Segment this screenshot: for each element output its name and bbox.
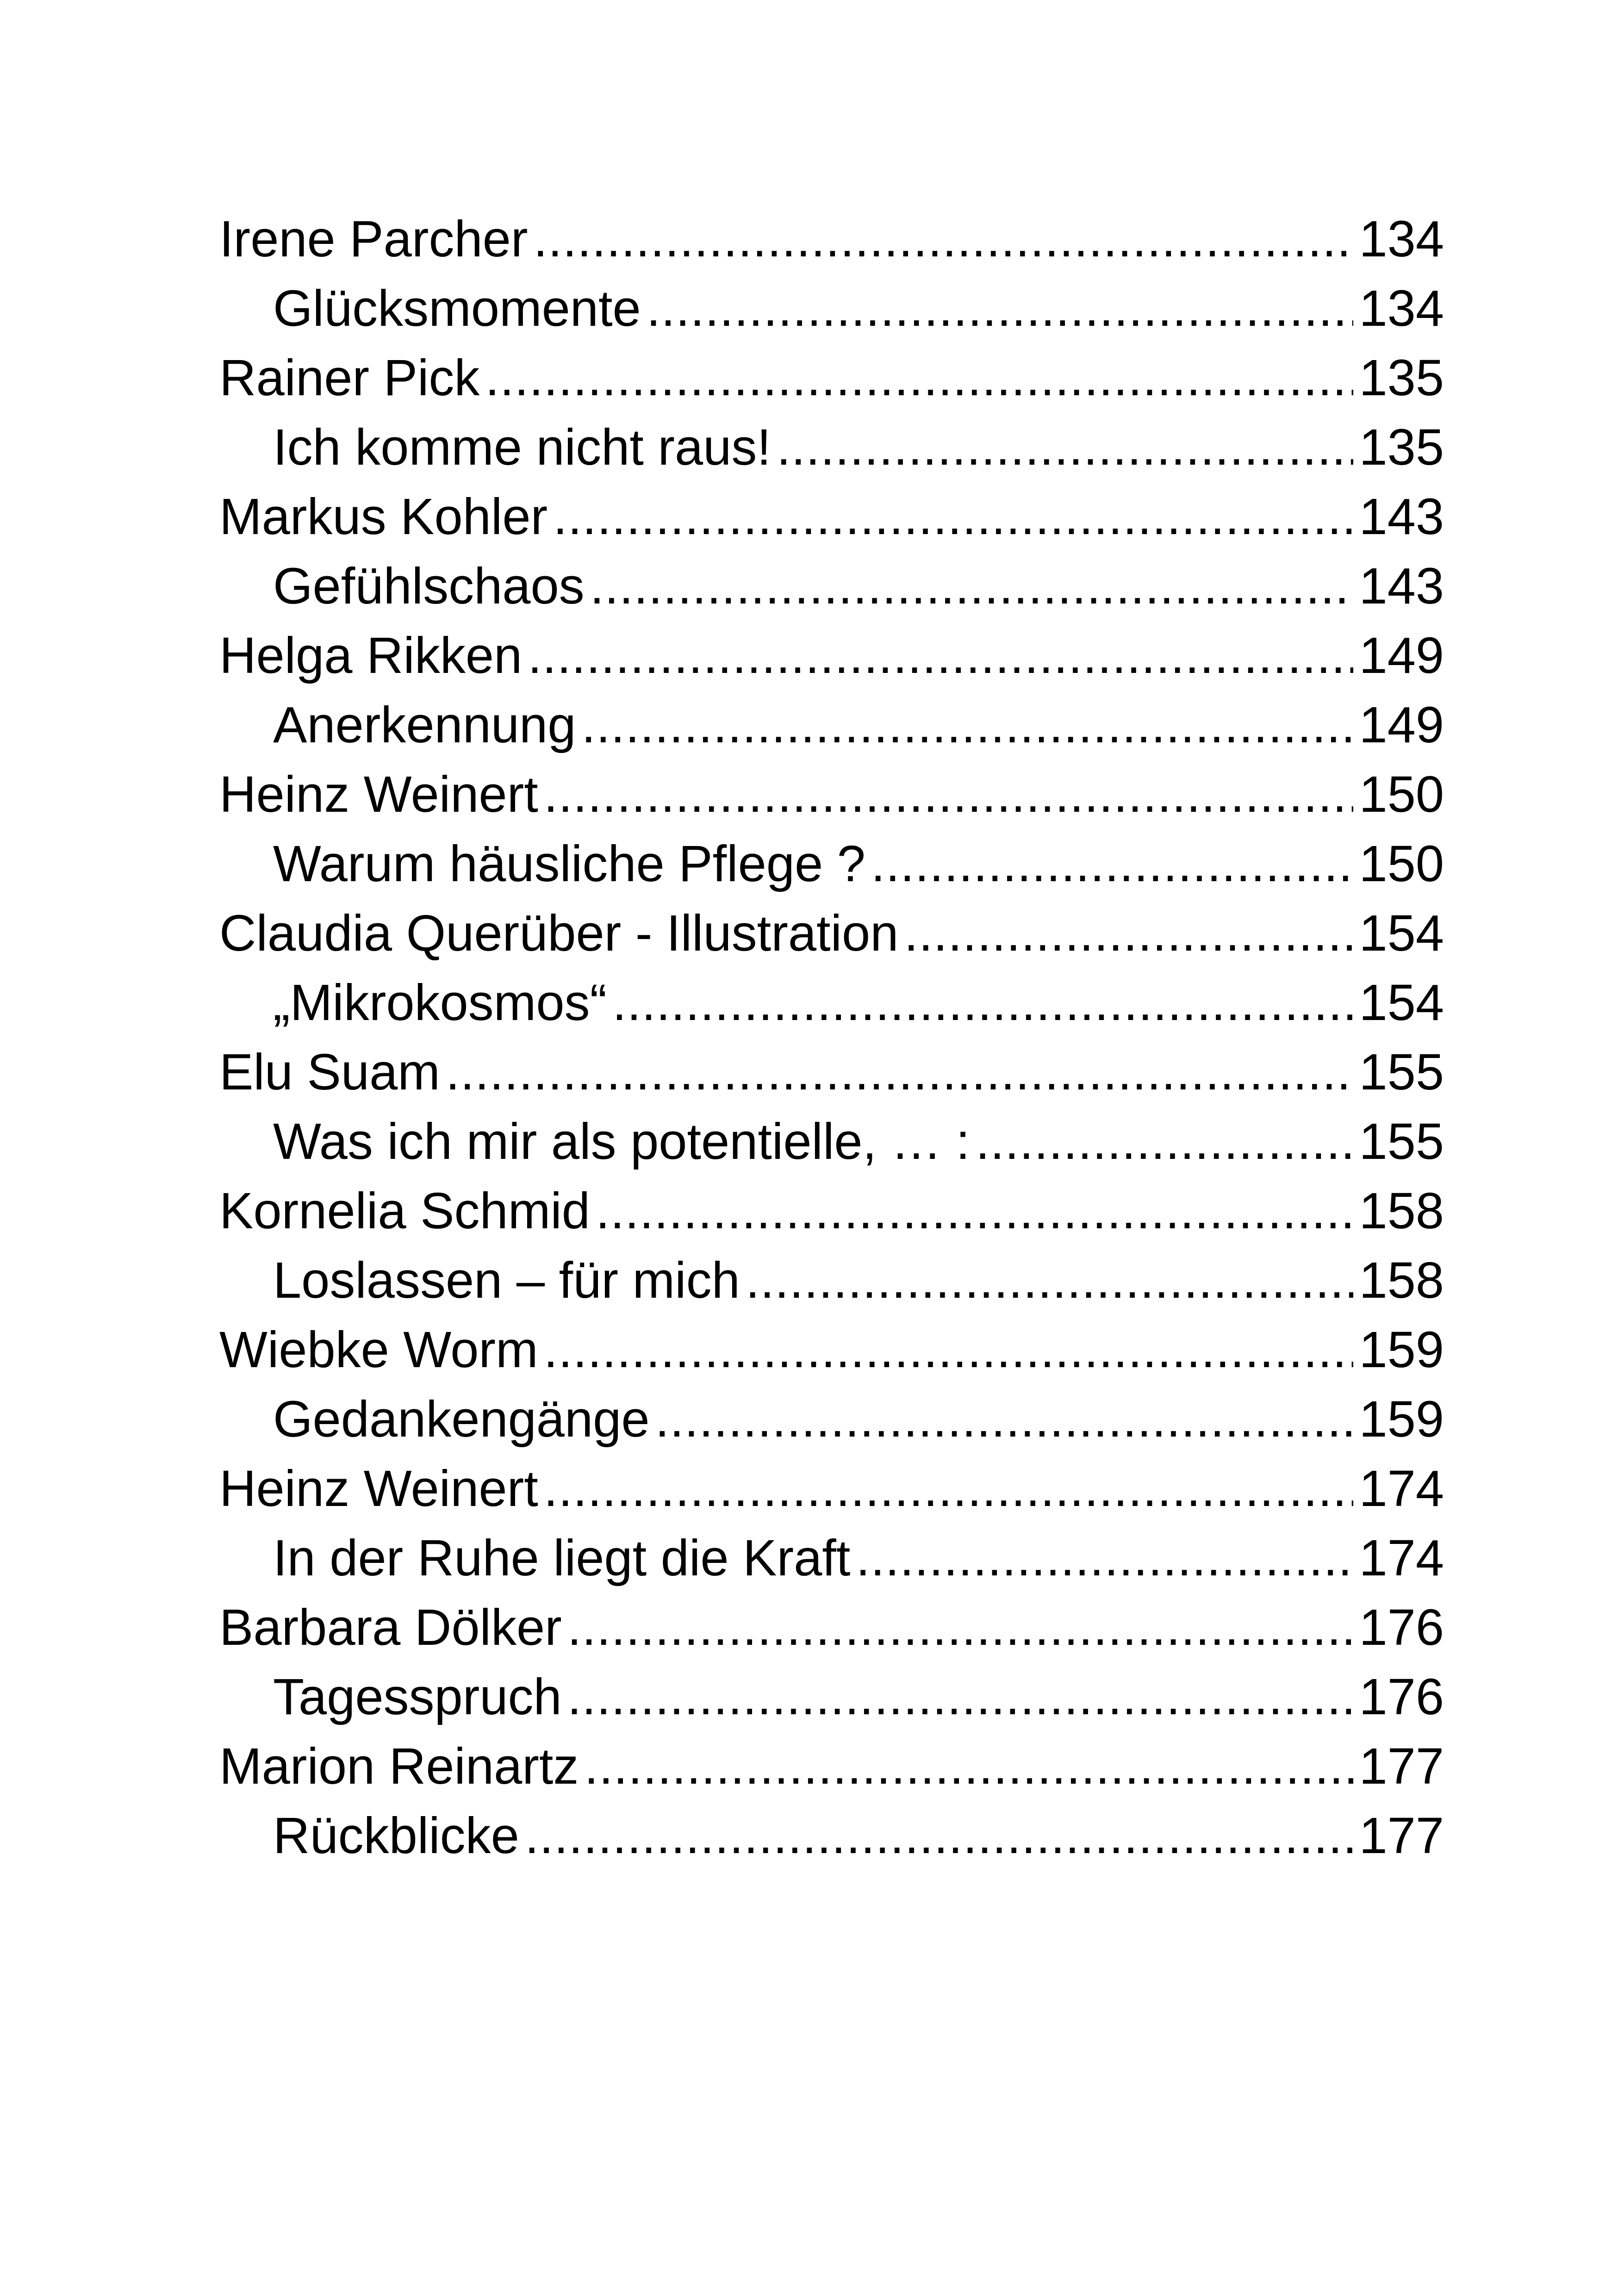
- toc-page-number: 143: [1359, 488, 1444, 545]
- toc-dot-leader: [584, 1732, 1353, 1801]
- toc-dot-leader: [612, 968, 1353, 1038]
- toc-page-number: 159: [1359, 1391, 1444, 1448]
- toc-entry-title: Rückblicke: [273, 1807, 519, 1864]
- toc-entry-author: [219, 899, 1444, 968]
- toc-entry-author: [219, 760, 1444, 829]
- toc-page-number: 134: [1359, 211, 1444, 268]
- toc-dot-leader: [553, 482, 1353, 552]
- toc-page-number: 154: [1359, 905, 1444, 962]
- toc-dot-leader: [871, 829, 1354, 899]
- toc-page-number: 135: [1359, 419, 1444, 476]
- toc-entry-work: [219, 1662, 1444, 1732]
- toc-entry-author: [219, 1732, 1444, 1801]
- toc-entry-work: [219, 274, 1444, 343]
- toc-dot-leader: [544, 1454, 1354, 1524]
- toc-entry-title: Marion Reinartz: [219, 1738, 579, 1795]
- toc-entry-author: [219, 205, 1444, 274]
- toc-entry-work: [219, 1524, 1444, 1593]
- toc-entry-title: Gedankengänge: [273, 1391, 650, 1448]
- toc-dot-leader: [528, 621, 1353, 691]
- toc-dot-leader: [655, 1385, 1354, 1454]
- toc-entry-title: Elu Suam: [219, 1044, 440, 1101]
- toc-page-number: 150: [1359, 766, 1444, 823]
- toc-entry-author: [219, 1176, 1444, 1246]
- toc-entry-title: Kornelia Schmid: [219, 1182, 590, 1239]
- toc-entry-title: „Mikrokosmos“: [273, 974, 607, 1031]
- toc-dot-leader: [647, 274, 1354, 343]
- toc-dot-leader: [856, 1524, 1353, 1593]
- toc-entry-title: Anerkennung: [273, 697, 576, 753]
- toc-dot-leader: [596, 1176, 1354, 1246]
- toc-entry-title: Warum häusliche Pflege ?: [273, 835, 865, 892]
- toc-page-number: 135: [1359, 349, 1444, 406]
- toc-page-number: 176: [1359, 1668, 1444, 1725]
- toc-page-number: 159: [1359, 1321, 1444, 1378]
- toc-page-number: 174: [1359, 1530, 1444, 1587]
- toc-entry-title: Markus Kohler: [219, 488, 548, 545]
- toc-entry-title: Gefühlschaos: [273, 558, 585, 615]
- toc-dot-leader: [746, 1246, 1354, 1315]
- toc-page-number: 134: [1359, 280, 1444, 337]
- toc-entry-work: [219, 1385, 1444, 1454]
- toc-dot-leader: [567, 1662, 1354, 1732]
- toc-entry-author: [219, 1038, 1444, 1107]
- toc-entry-title: Barbara Dölker: [219, 1599, 562, 1656]
- toc-entry-author: [219, 1593, 1444, 1662]
- toc-dot-leader: [544, 1315, 1354, 1385]
- toc-dot-leader: [581, 691, 1353, 760]
- toc-dot-leader: [777, 413, 1354, 482]
- toc-entry-work: [219, 1246, 1444, 1315]
- toc-dot-leader: [485, 343, 1353, 413]
- toc-entry-title: Rainer Pick: [219, 349, 480, 406]
- toc-entry-title: In der Ruhe liegt die Kraft: [273, 1530, 851, 1587]
- toc-dot-leader: [446, 1038, 1354, 1107]
- toc-page-number: 155: [1359, 1113, 1444, 1170]
- toc-page-number: 143: [1359, 558, 1444, 615]
- toc-entry-title: Claudia Querüber - Illustration: [219, 905, 899, 962]
- toc-page-number: 177: [1359, 1807, 1444, 1864]
- toc-entry-work: [219, 968, 1444, 1038]
- toc-entry-work: [219, 413, 1444, 482]
- toc-entry-title: Wiebke Worm: [219, 1321, 538, 1378]
- toc-entry-title: Irene Parcher: [219, 211, 528, 268]
- toc-entry-author: [219, 482, 1444, 552]
- toc-page-number: 176: [1359, 1599, 1444, 1656]
- toc-page-number: 150: [1359, 835, 1444, 892]
- toc-dot-leader: [544, 760, 1354, 829]
- toc-page-number: 177: [1359, 1738, 1444, 1795]
- toc-dot-leader: [590, 552, 1354, 621]
- toc-entry-author: [219, 1454, 1444, 1524]
- toc-entry-author: [219, 621, 1444, 691]
- toc-dot-leader: [525, 1801, 1354, 1871]
- toc-page-number: 174: [1359, 1460, 1444, 1517]
- toc-entry-title: Was ich mir als potentielle, … :: [273, 1113, 970, 1170]
- toc-page-number: 158: [1359, 1182, 1444, 1239]
- toc-page-number: 149: [1359, 627, 1444, 684]
- toc-entry-work: [219, 1107, 1444, 1176]
- toc-entry-work: [219, 691, 1444, 760]
- toc-entry-work: [219, 1801, 1444, 1871]
- toc-entry-work: [219, 552, 1444, 621]
- toc-page-number: 158: [1359, 1252, 1444, 1309]
- toc-entry-title: Helga Rikken: [219, 627, 523, 684]
- toc-dot-leader: [976, 1107, 1354, 1176]
- toc-dot-leader: [533, 205, 1353, 274]
- toc-entry-title: Heinz Weinert: [219, 1460, 538, 1517]
- table-of-contents: [219, 205, 1444, 1871]
- toc-page-number: 154: [1359, 974, 1444, 1031]
- toc-dot-leader: [567, 1593, 1354, 1662]
- toc-entry-title: Tagesspruch: [273, 1668, 562, 1725]
- toc-entry-author: [219, 1315, 1444, 1385]
- toc-entry-author: [219, 343, 1444, 413]
- toc-entry-work: [219, 829, 1444, 899]
- toc-dot-leader: [904, 899, 1353, 968]
- toc-entry-title: Loslassen – für mich: [273, 1252, 740, 1309]
- toc-entry-title: Ich komme nicht raus!: [273, 419, 771, 476]
- toc-page-number: 155: [1359, 1044, 1444, 1101]
- toc-entry-title: Glücksmomente: [273, 280, 641, 337]
- toc-entry-title: Heinz Weinert: [219, 766, 538, 823]
- toc-page-number: 149: [1359, 697, 1444, 753]
